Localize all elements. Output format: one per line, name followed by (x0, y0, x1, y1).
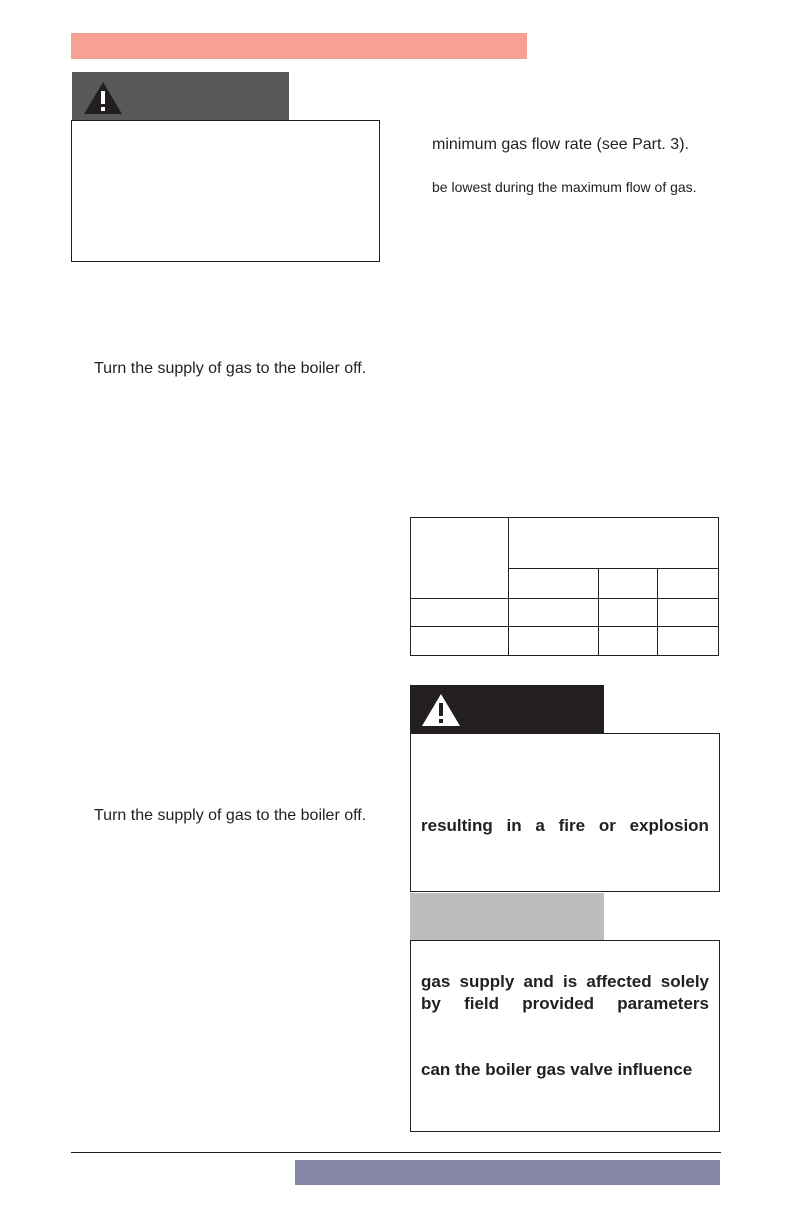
table-cell (658, 627, 719, 656)
warning-triangle-icon (82, 80, 124, 116)
notice-text: by field provided parameters (421, 994, 709, 1013)
warning-header (72, 72, 289, 121)
table-cell (509, 569, 599, 599)
table-cell (509, 518, 719, 569)
header-band (71, 33, 527, 59)
notice-header (410, 893, 604, 940)
gas-off-step: Turn the supply of gas to the boiler off. (94, 807, 367, 824)
warning-box (71, 120, 380, 262)
table-cell (658, 599, 719, 627)
table-cell (509, 627, 599, 656)
danger-header (410, 685, 604, 734)
table-cell (411, 627, 509, 656)
notice-box (410, 940, 720, 1132)
danger-text: resulting in a fire or explosion (421, 816, 709, 835)
table-cell (411, 518, 509, 599)
warning-triangle-icon (420, 692, 462, 728)
table-row (411, 627, 719, 656)
flow-rate-text: minimum gas flow rate (see Part. 3). (432, 136, 689, 153)
gas-pressure-table (410, 517, 719, 656)
table-cell (599, 569, 658, 599)
table-cell (509, 599, 599, 627)
notice-text: gas supply and is affected solely (421, 972, 709, 991)
table-cell (599, 627, 658, 656)
table-row (411, 599, 719, 627)
gas-off-step: Turn the supply of gas to the boiler off. (94, 360, 367, 377)
danger-box (410, 733, 720, 892)
pressure-text: be lowest during the maximum flow of gas. (432, 179, 697, 195)
table-cell (658, 569, 719, 599)
footer-rule (71, 1152, 721, 1153)
table-cell (411, 599, 509, 627)
footer-band (295, 1160, 720, 1185)
table-cell (599, 599, 658, 627)
notice-text: can the boiler gas valve influence (421, 1060, 693, 1079)
